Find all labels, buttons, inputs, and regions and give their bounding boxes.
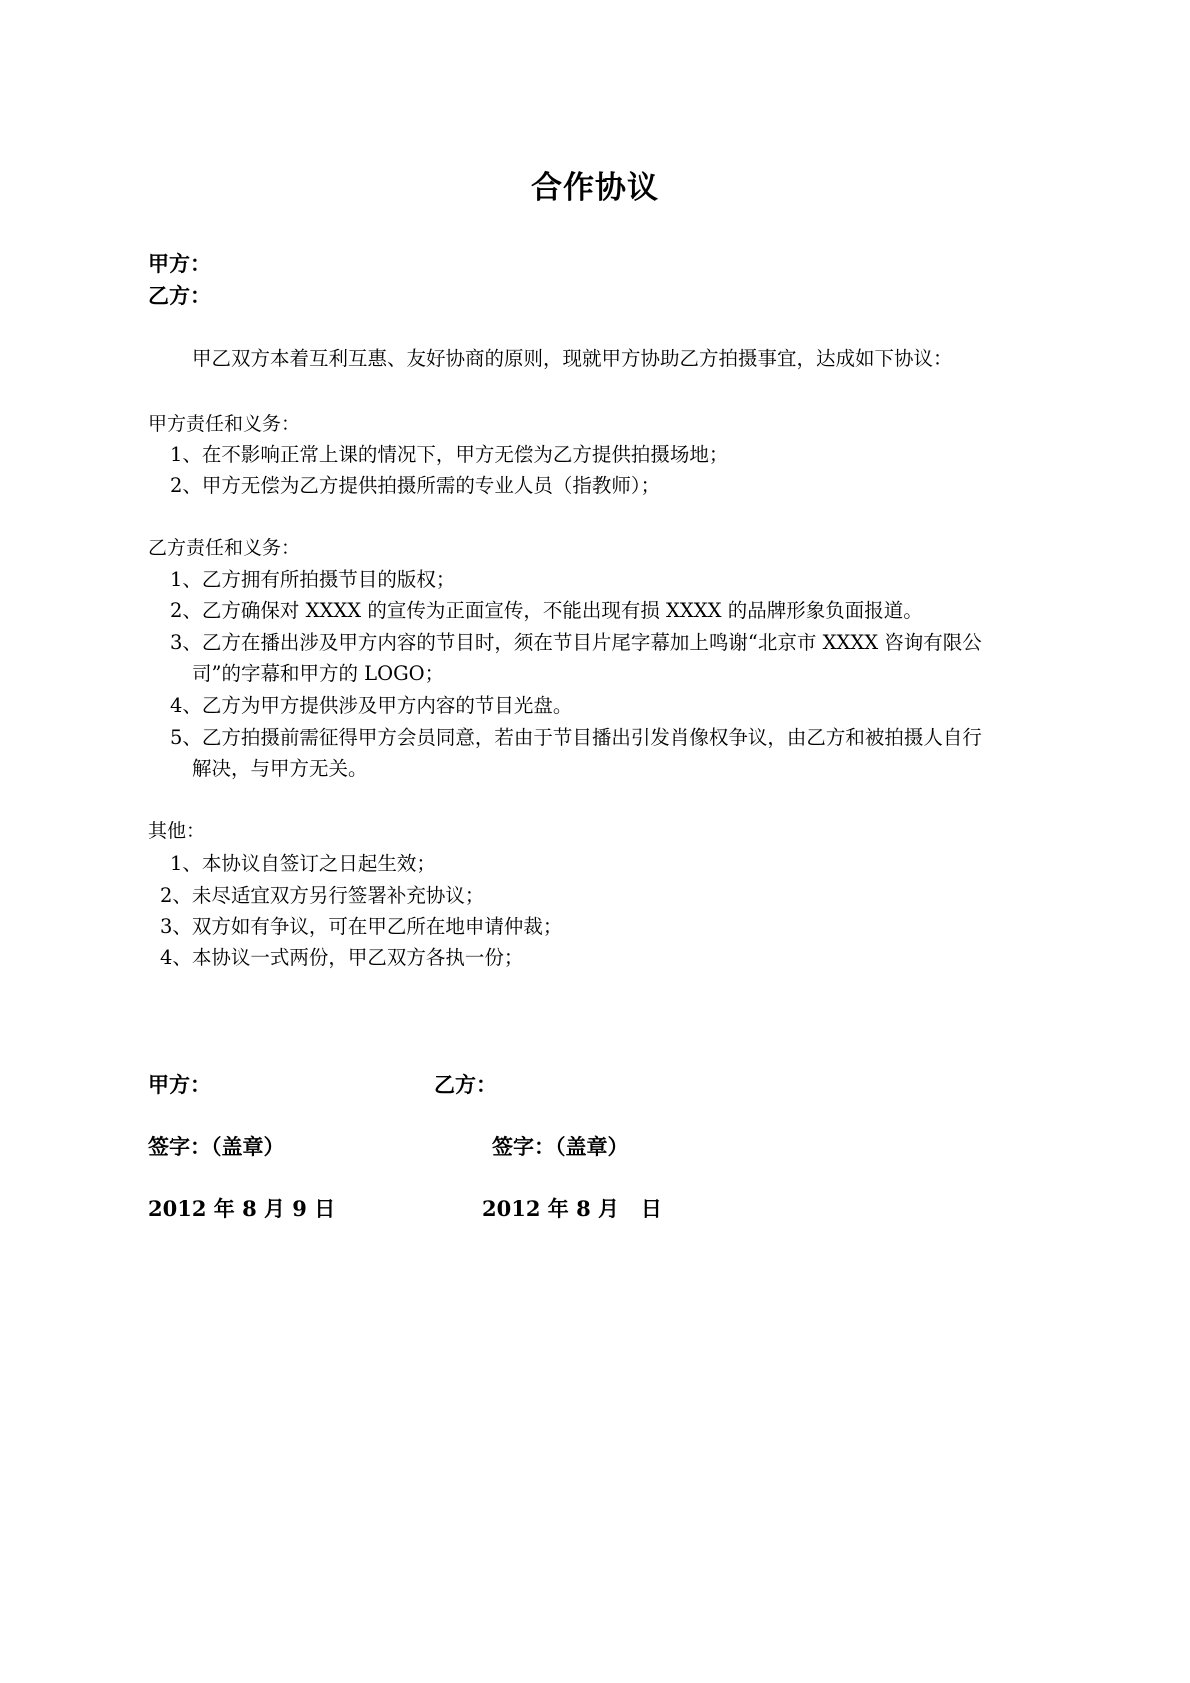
party-b-duty-item: 3、乙方在播出涉及甲方内容的节目时，须在节目片尾字幕加上鸣谢“北京市 XXXX 咨询有限公 (170, 631, 982, 654)
other-heading: 其他： (148, 820, 206, 842)
party-b-duty-item-continuation: 解决，与甲方无关。 (192, 757, 368, 780)
document-title: 合作协议 (531, 170, 659, 206)
other-item: 1、本协议自签订之日起生效； (170, 852, 436, 875)
signature-party-a-label: 甲方： (148, 1073, 211, 1097)
signature-party-a-sign: 签字：（盖章） (148, 1135, 285, 1159)
other-item: 4、本协议一式两份，甲乙双方各执一份； (160, 946, 524, 969)
party-b-duties-heading: 乙方责任和义务： (148, 537, 301, 559)
party-a-duty-item: 2、甲方无偿为乙方提供拍摄所需的专业人员（指教师）； (170, 474, 661, 497)
party-b-duty-item: 5、乙方拍摄前需征得甲方会员同意，若由于节目播出引发肖像权争议，由乙方和被拍摄人自行 (170, 726, 982, 749)
other-item: 3、双方如有争议，可在甲乙所在地申请仲裁； (160, 915, 563, 938)
signature-party-a-date: 2012 年 8 月 9 日 (148, 1196, 336, 1221)
intro-paragraph: 甲乙双方本着互利互惠、友好协商的原则，现就甲方协助乙方拍摄事宜，达成如下协议： (192, 347, 953, 370)
party-b-duty-item: 4、乙方为甲方提供涉及甲方内容的节目光盘。 (170, 694, 573, 717)
party-b-duty-item-continuation: 司”的字幕和甲方的 LOGO； (192, 662, 445, 685)
signature-party-b-label: 乙方： (434, 1073, 497, 1097)
signature-party-b-sign: 签字：（盖章） (492, 1135, 629, 1159)
party-b-label: 乙方： (148, 284, 211, 308)
other-item: 2、未尽适宜双方另行签署补充协议； (160, 884, 485, 907)
party-b-duty-item: 2、乙方确保对 XXXX 的宣传为正面宣传，不能出现有损 XXXX 的品牌形象负面报道。 (170, 599, 923, 622)
party-a-label: 甲方： (148, 252, 211, 276)
party-a-duty-item: 1、在不影响正常上课的情况下，甲方无偿为乙方提供拍摄场地； (170, 443, 729, 466)
party-b-duty-item: 1、乙方拥有所拍摄节目的版权； (170, 568, 456, 591)
signature-party-b-date: 2012 年 8 月 日 (482, 1196, 662, 1221)
party-a-duties-heading: 甲方责任和义务： (148, 413, 301, 435)
